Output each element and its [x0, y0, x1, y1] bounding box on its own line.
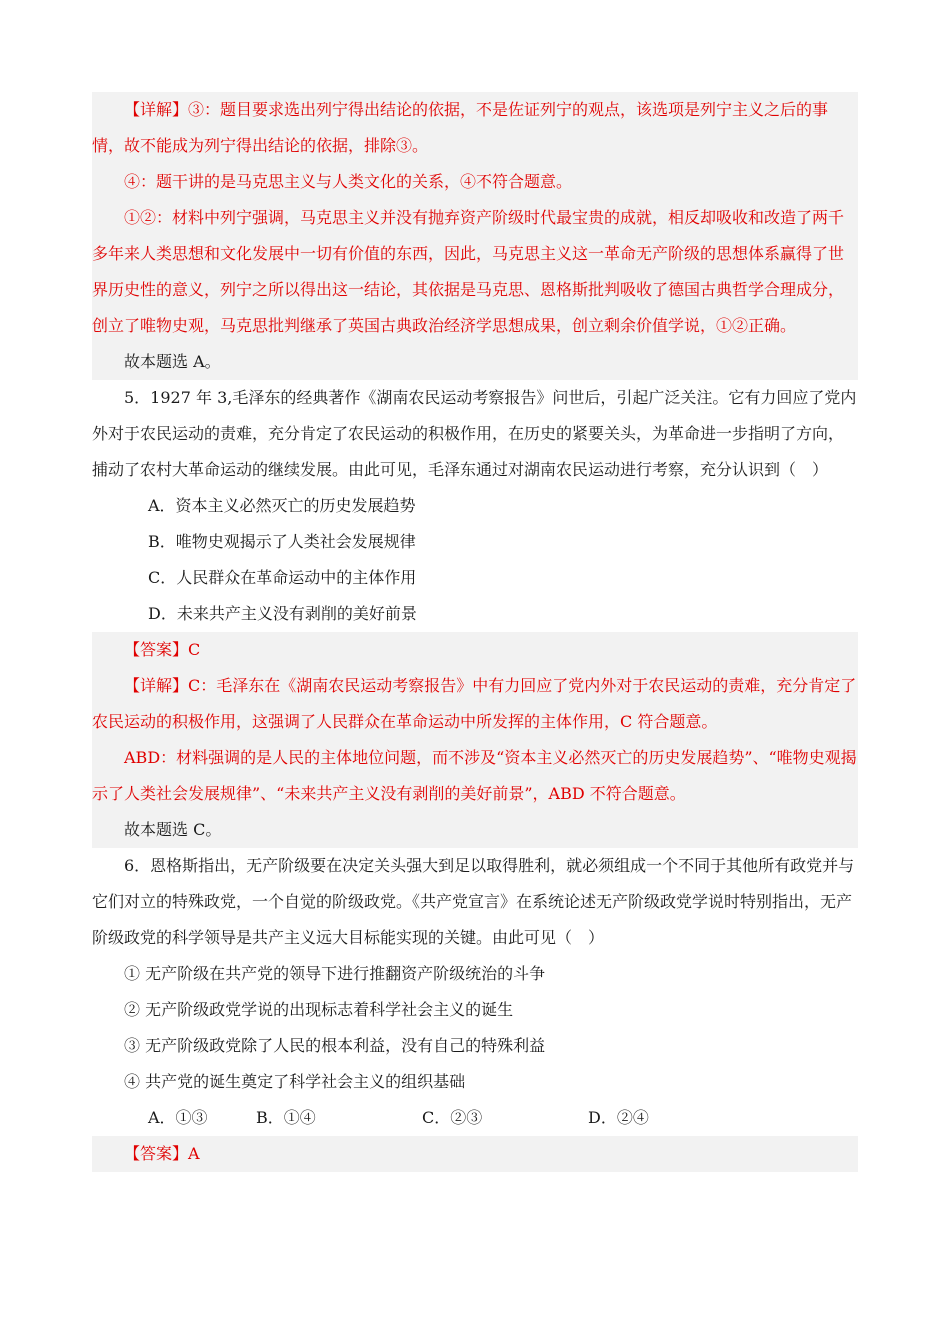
detail-text: C：毛泽东在《湖南农民运动考察报告》中有力回应了党内外对于农民运动的责难，充分肯定了农民运动的积极作用，这强调了人民群众在革命运动中所发挥的主体作用，C 符合题意。: [92, 676, 857, 731]
answer-label: 【答案】: [124, 1144, 189, 1163]
question-6-statement-3: ③ 无产阶级政党除了人民的根本利益，没有自己的特殊利益: [124, 1036, 546, 1055]
detail-paragraph-4: ④：题干讲的是马克思主义与人类文化的关系，④不符合题意。: [124, 172, 573, 191]
question-5: [92, 380, 858, 632]
question-6-statement-4: ④ 共产党的诞生奠定了科学社会主义的组织基础: [124, 1072, 466, 1091]
explanation-block-q4: [92, 92, 858, 380]
question-6-option-c: C．②③: [422, 1108, 483, 1127]
detail-label: 【详解】: [124, 676, 189, 695]
detail-paragraph: [92, 92, 858, 164]
answer-line: [92, 632, 858, 668]
detail-label: 【详解】: [124, 100, 189, 119]
document-page: [92, 92, 858, 1172]
detail-paragraph-12: ①②：材料中列宁强调，马克思主义并没有抛弃资产阶级时代最宝贵的成就，相反却吸收和改造了两千多年来人类思想和文化发展中一切有价值的东西，因此，马克思主义这一革命无产阶级的思想体系赢得了世界历史性的意义，列宁之所以得出这一结论，其依据是马克思、恩格斯批判吸收了德国古典哲学合理成分，创立了唯物史观，马克思批判继承了英国古典政治经济学思想成果，创立剩余价值学说，①②正确。: [92, 208, 845, 335]
question-6-statement-2: ② 无产阶级政党学说的出现标志着科学社会主义的诞生: [124, 1000, 514, 1019]
question-5-option-c: C．人民群众在革命运动中的主体作用: [148, 568, 417, 587]
answer-value: C: [188, 640, 201, 659]
question-5-stem: 5．1927 年 3,毛泽东的经典著作《湖南农民运动考察报告》问世后，引起广泛关注。它有力回应了党内外对于农民运动的责难，充分肯定了农民运动的积极作用，在历史的紧要关头，为革命进一步指明了方向，捕动了农村大革命运动的继续发展。由此可见，毛泽东通过对湖南农民运动进行考察，充分认识到（ ）: [92, 388, 857, 479]
question-6-stem: 6．恩格斯指出，无产阶级要在决定关头强大到足以取得胜利，就必须组成一个不同于其他所有政党并与它们对立的特殊政党，一个自觉的阶级政党。《共产党宣言》在系统论述无产阶级政党学说时特别指出，无产阶级政党的科学领导是共产主义远大目标能实现的关键。由此可见（ ）: [92, 856, 855, 947]
detail-text: ③：题目要求选出列宁得出结论的依据，不是佐证列宁的观点，该选项是列宁主义之后的事情，故不能成为列宁得出结论的依据，排除③。: [92, 100, 829, 155]
question-5-option-b: B．唯物史观揭示了人类社会发展规律: [148, 532, 416, 551]
conclusion-text: 故本题选 C。: [124, 820, 222, 839]
question-6-options: [92, 1100, 858, 1136]
answer-block-q6: [92, 1136, 858, 1172]
detail-paragraph-c: [92, 668, 858, 740]
answer-value: A: [188, 1144, 200, 1163]
question-6-statement-1: ① 无产阶级在共产党的领导下进行推翻资产阶级统治的斗争: [124, 964, 546, 983]
detail-paragraph-abd: ABD：材料强调的是人民的主体地位问题，而不涉及“资本主义必然灭亡的历史发展趋势”、“唯物史观揭示了人类社会发展规律”、“未来共产主义没有剥削的美好前景”，ABD 不符合题意。: [92, 748, 857, 803]
question-6: [92, 848, 858, 1136]
question-6-option-a: A．①③: [148, 1108, 208, 1127]
answer-label: 【答案】: [124, 640, 189, 659]
answer-block-q5: [92, 632, 858, 848]
answer-line: [92, 1136, 858, 1172]
question-6-option-d: D．②④: [588, 1108, 649, 1127]
question-5-option-d: D．未来共产主义没有剥削的美好前景: [148, 604, 417, 623]
question-5-option-a: A．资本主义必然灭亡的历史发展趋势: [148, 496, 416, 515]
conclusion-text: 故本题选 A。: [124, 352, 221, 371]
question-6-option-b: B．①④: [256, 1108, 316, 1127]
